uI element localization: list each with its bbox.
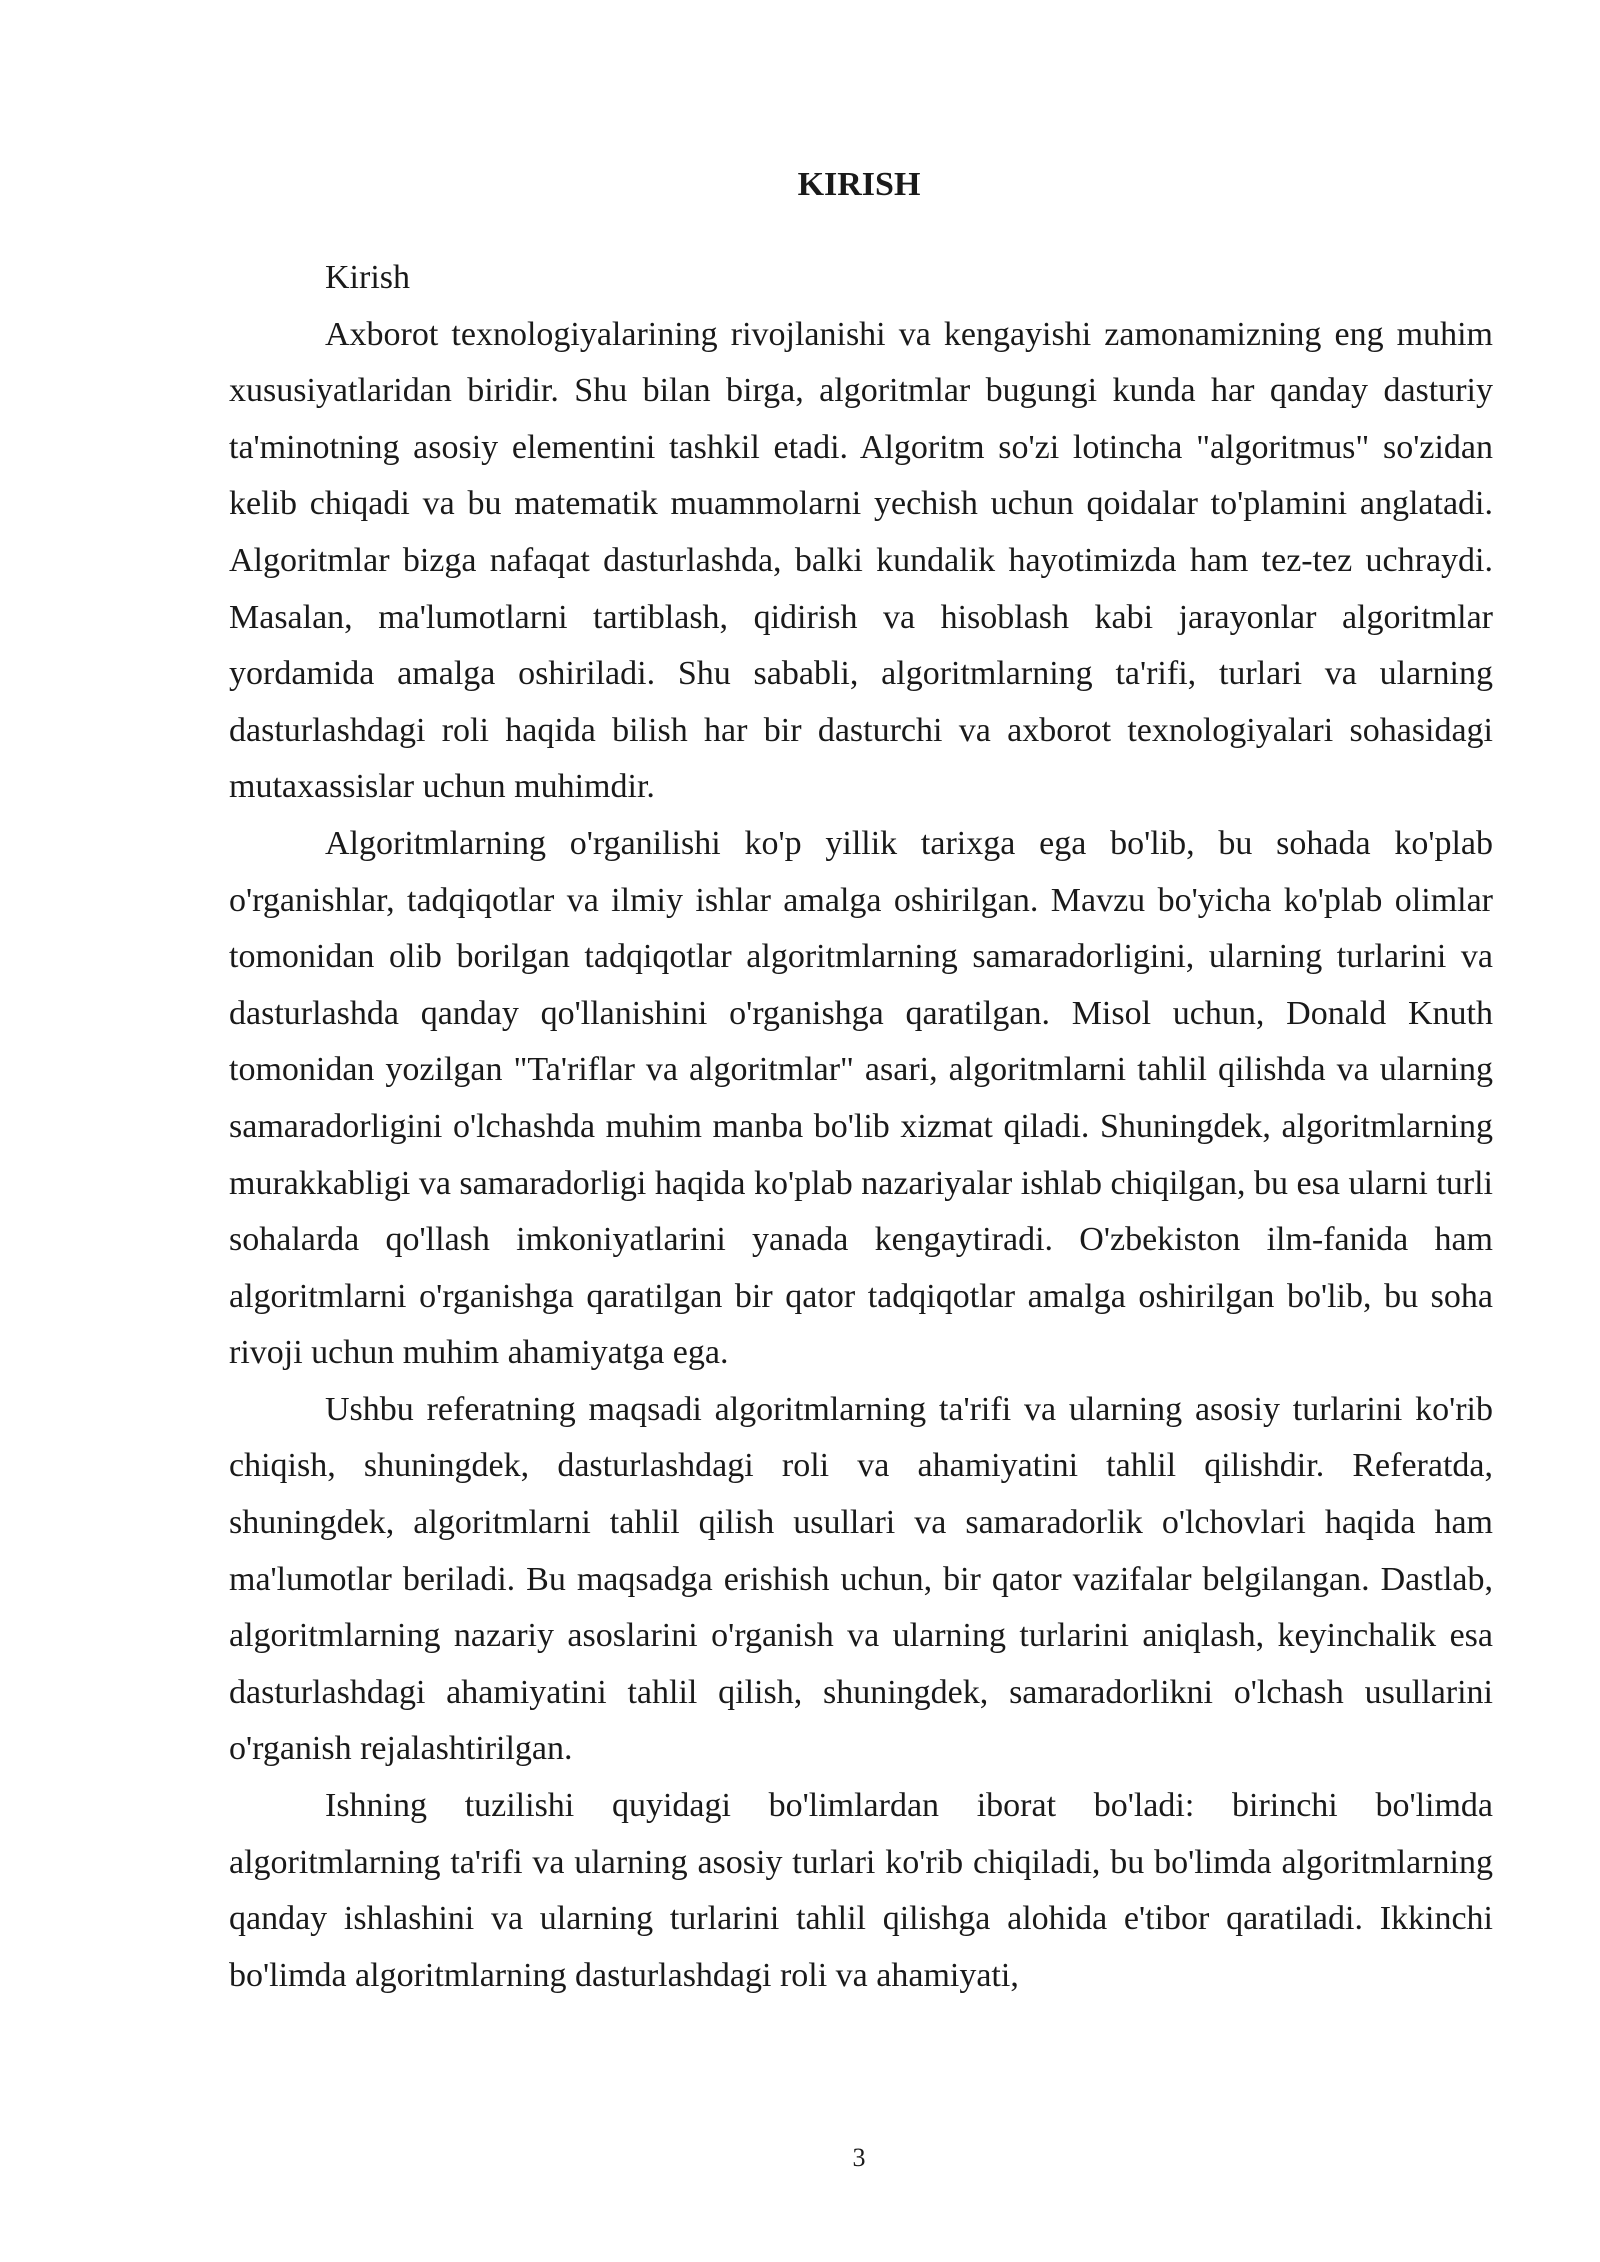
paragraph: Ushbu referatning maqsadi algoritmlarning ta'rifi va ularning asosiy turlarini ko'rib chiqish, shuningdek, dasturlashdagi roli va ahamiyatini tahlil qilishdir. Referatda, shuningdek, algoritmlarni tahlil qilish usullari va samaradorlik o'lchovlari haqida ham ma'lumotlar beriladi. Bu maqsadga erishish uchun, bir qator vazifalar belgilangan. Dastlab, algoritmlarning nazariy asoslarini o'rganish va ularning turlarini aniqlash, keyinchalik esa dasturlashdagi ahamiyatini tahlil qilish, shuningdek, samaradorlikni o'lchash usullarini o'rganish rejalashtirilgan. [229,1390,1493,1768]
page-title: KIRISH [797,166,921,203]
section-subheading: Kirish [325,259,410,296]
page-number: 3 [852,2143,866,2172]
paragraph: Algoritmlarning o'rganilishi ko'p yillik tarixga ega bo'lib, bu sohada ko'plab o'rganishlar, tadqiqotlar va ilmiy ishlar amalga oshirilgan. Mavzu bo'yicha ko'plab olimlar tomonidan olib borilgan tadqiqotlar algoritmlarning samaradorligini, ularning turlarini va dasturlashda qanday qo'llanishini o'rganishga qaratilgan. Misol uchun, Donald Knuth tomonidan yozilgan "Ta'riflar va algoritmlar" asari, algoritmlarni tahlil qilishda va ularning samaradorligini o'lchashda muhim manba bo'lib xizmat qiladi. Shuningdek, algoritmlarning murakkabligi va samaradorligi haqida ko'plab nazariyalar ishlab chiqilgan, bu esa ularni turli sohalarda qo'llash imkoniyatlarini yanada kengaytiradi. O'zbekiston ilm-fanida ham algoritmlarni o'rganishga qaratilgan bir qator tadqiqotlar amalga oshirilgan bo'lib, bu soha rivoji uchun muhim ahamiyatga ega. [229,824,1493,1372]
document-body [229,250,1493,2004]
paragraph: Ishning tuzilishi quyidagi bo'limlardan iborat bo'ladi: birinchi bo'limda algoritmlarning ta'rifi va ularning asosiy turlari ko'rib chiqiladi, bu bo'limda algoritmlarning qanday ishlashini va ularning turlarini tahlil qilishga alohida e'tibor qaratiladi. Ikkinchi bo'limda algoritmlarning dasturlashdagi roli va ahamiyati, [229,1787,1493,1994]
paragraph: Axborot texnologiyalarining rivojlanishi va kengayishi zamonamizning eng muhim xususiyatlaridan biridir. Shu bilan birga, algoritmlar bugungi kunda har qanday dasturiy ta'minotning asosiy elementini tashkil etadi. Algoritm so'zi lotincha "algoritmus" so'zidan kelib chiqadi va bu matematik muammolarni yechish uchun qoidalar to'plamini anglatadi. Algoritmlar bizga nafaqat dasturlashda, balki kundalik hayotimizda ham tez-tez uchraydi. Masalan, ma'lumotlarni tartiblash, qidirish va hisoblash kabi jarayonlar algoritmlar yordamida amalga oshiriladi. Shu sababli, algoritmlarning ta'rifi, turlari va ularning dasturlashdagi roli haqida bilish har bir dasturchi va axborot texnologiyalari sohasidagi mutaxassislar uchun muhimdir. [229,315,1493,806]
